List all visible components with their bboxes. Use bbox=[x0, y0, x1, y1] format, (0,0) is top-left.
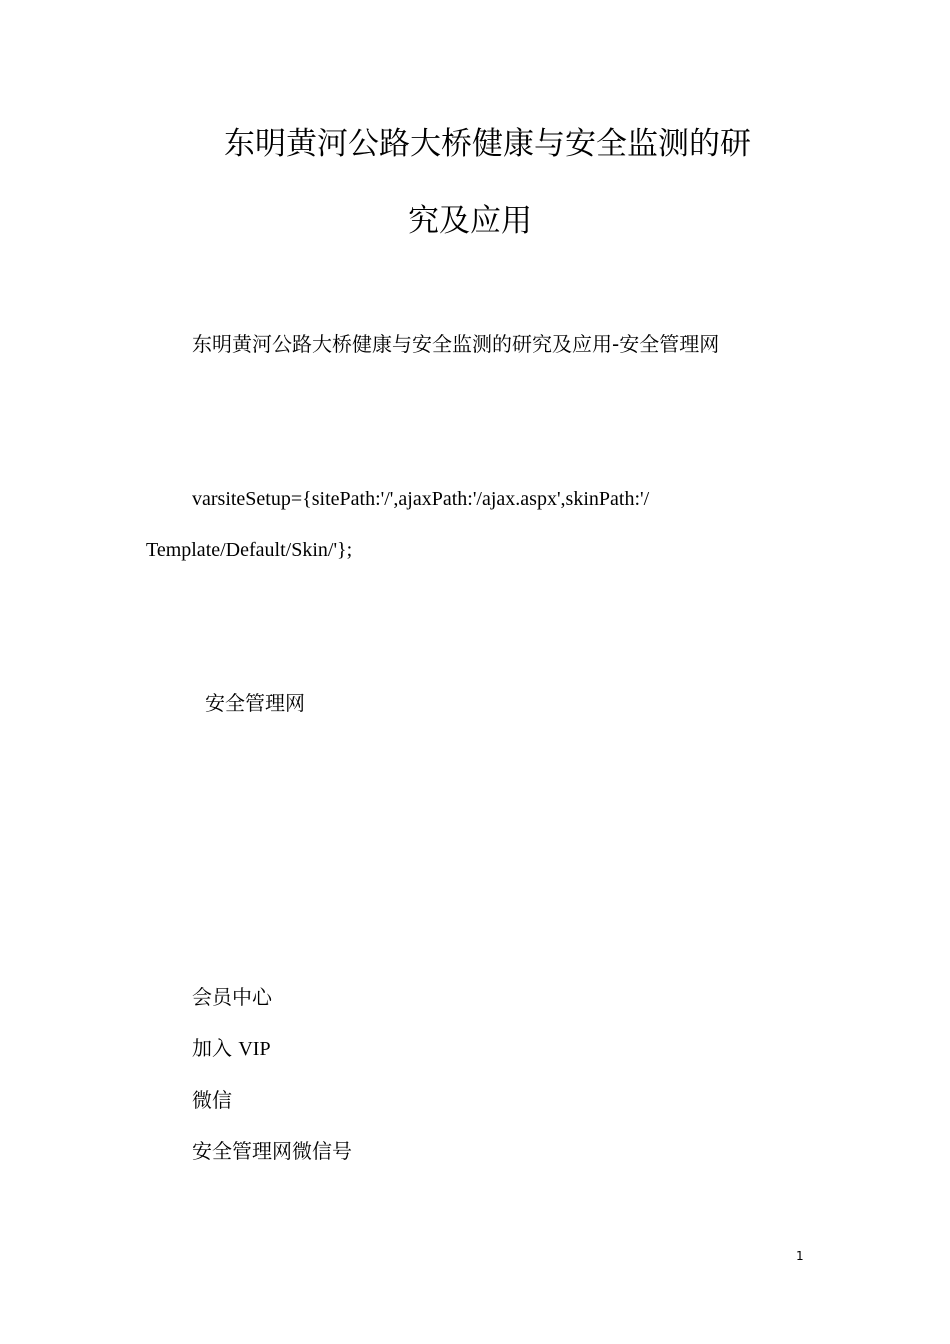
document-title-line-1: 东明黄河公路大桥健康与安全监测的研 bbox=[224, 126, 751, 162]
wechat-link: 微信 bbox=[192, 1088, 232, 1112]
site-name: 安全管理网 bbox=[205, 691, 305, 715]
script-text-line-2: Template/Default/Skin/'}; bbox=[146, 539, 353, 561]
script-text-line-1: varsiteSetup={sitePath:'/',ajaxPath:'/ajax.aspx',skinPath:'/ bbox=[192, 488, 650, 510]
document-subtitle: 东明黄河公路大桥健康与安全监测的研究及应用-安全管理网 bbox=[192, 332, 720, 356]
document-title-line-2: 究及应用 bbox=[408, 203, 532, 239]
wechat-account-link: 安全管理网微信号 bbox=[192, 1139, 352, 1163]
join-vip-prefix: 加入 bbox=[192, 1036, 232, 1060]
join-vip-link bbox=[192, 1034, 271, 1063]
page-number: 1 bbox=[796, 1249, 804, 1263]
join-vip-label: VIP bbox=[238, 1038, 271, 1060]
member-center-link: 会员中心 bbox=[192, 985, 272, 1009]
